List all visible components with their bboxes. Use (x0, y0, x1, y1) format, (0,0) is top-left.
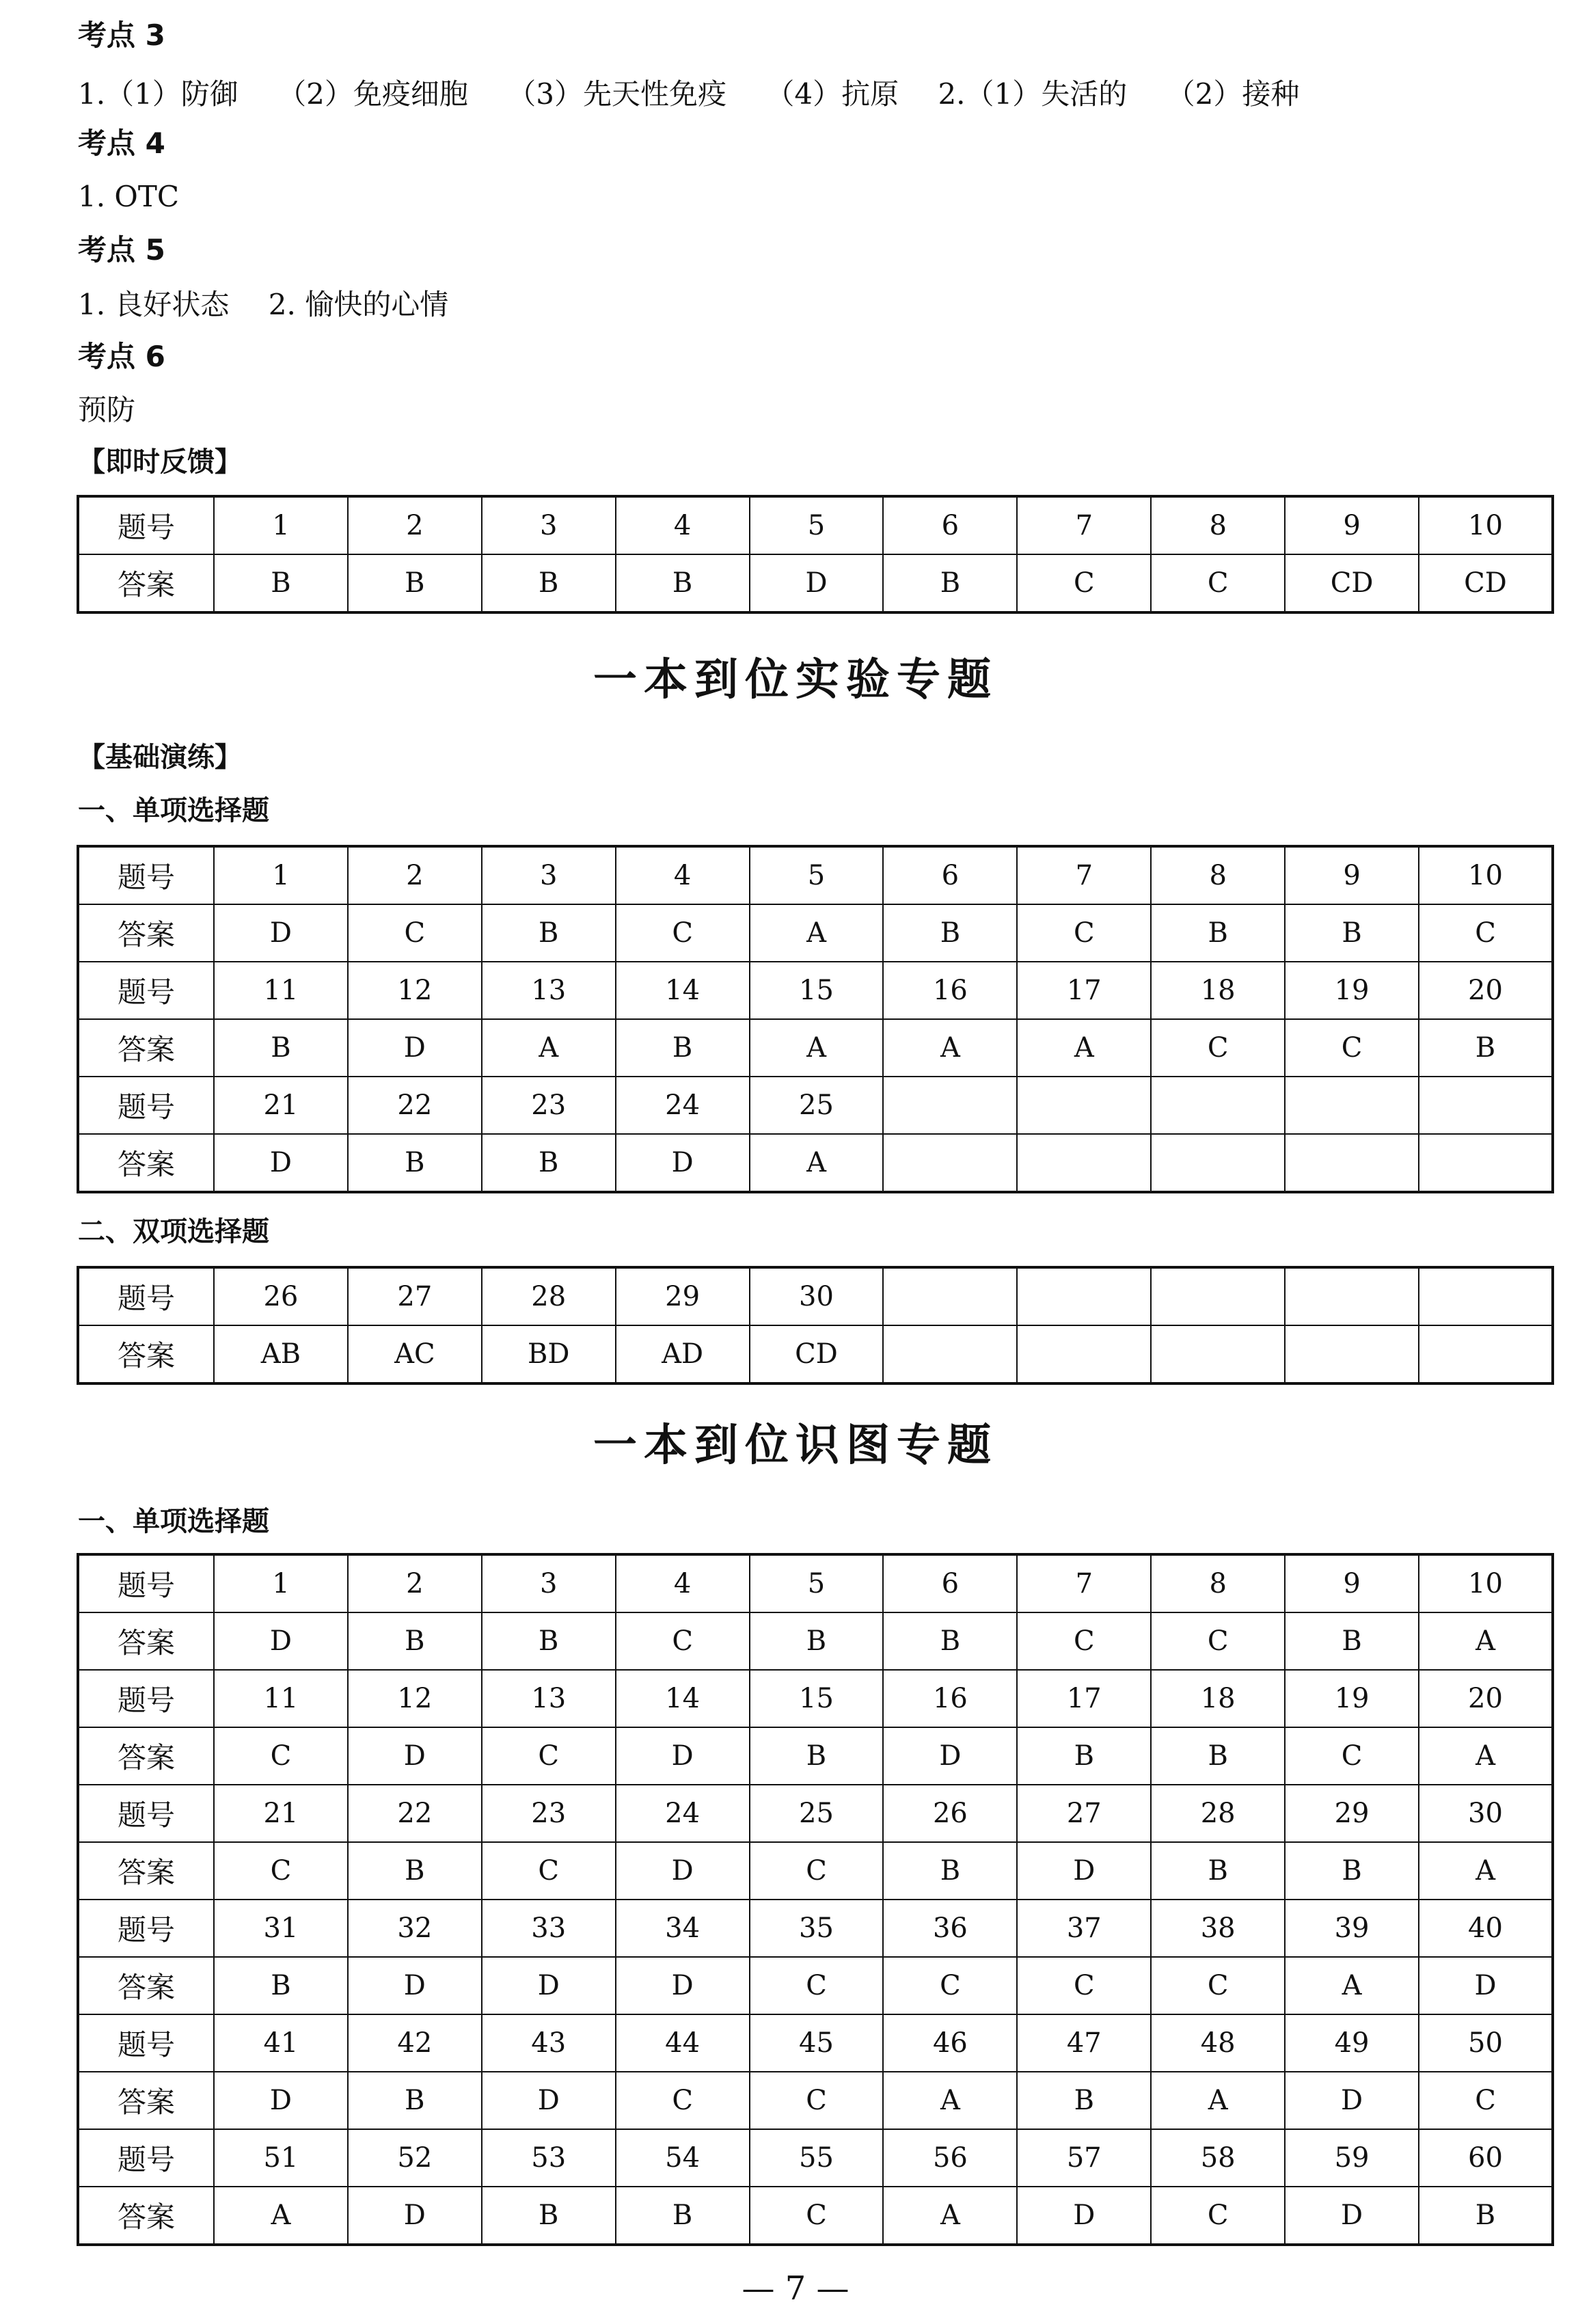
answer-cell: D (482, 1957, 616, 2014)
question-number-cell: 14 (616, 1670, 750, 1727)
answer-cell: B (1151, 1727, 1285, 1785)
question-number-cell: 4 (616, 846, 750, 904)
question-number-cell: 9 (1285, 846, 1419, 904)
question-number-cell: 7 (1017, 496, 1151, 554)
row-label-cell: 答案 (78, 1019, 214, 1077)
answer-cell (1151, 1325, 1285, 1383)
question-number-cell (883, 1267, 1017, 1325)
question-number-cell: 40 (1419, 1900, 1553, 1957)
answer-cell: B (348, 1612, 482, 1670)
answer-cell: D (1419, 1957, 1553, 2014)
answer-cell: C (1151, 554, 1285, 612)
experiment-section-title: 一本到位实验专题 (593, 655, 998, 705)
question-number-cell: 21 (214, 1077, 348, 1134)
question-number-cell: 32 (348, 1900, 482, 1957)
answer-cell: C (1285, 1727, 1419, 1785)
answer-cell: C (1151, 1612, 1285, 1670)
question-number-cell: 59 (1285, 2129, 1419, 2187)
question-number-cell: 28 (1151, 1785, 1285, 1842)
question-number-cell: 9 (1285, 496, 1419, 554)
question-number-cell: 28 (482, 1267, 616, 1325)
answer-cell: B (883, 1842, 1017, 1900)
question-number-cell: 5 (750, 496, 884, 554)
row-label-cell: 题号 (78, 496, 214, 554)
answer-cell: B (348, 554, 482, 612)
question-number-cell (883, 1077, 1017, 1134)
question-number-cell: 25 (750, 1077, 884, 1134)
question-number-cell: 6 (883, 1554, 1017, 1612)
question-number-cell: 51 (214, 2129, 348, 2187)
feedback-answer-table (77, 495, 1554, 614)
question-number-cell: 5 (750, 1554, 884, 1612)
answer-cell: B (482, 904, 616, 962)
experiment-single-choice-table (77, 845, 1554, 1193)
answer-row (78, 1134, 1553, 1192)
answer-cell: D (750, 554, 884, 612)
question-number-cell: 8 (1151, 1554, 1285, 1612)
question-number-cell: 43 (482, 2014, 616, 2072)
question-number-cell (1419, 1267, 1553, 1325)
answer-cell: A (482, 1019, 616, 1077)
answer-cell: C (348, 904, 482, 962)
row-label-cell: 题号 (78, 1267, 214, 1325)
question-number-cell (1151, 1077, 1285, 1134)
answer-cell: C (1419, 904, 1553, 962)
answer-cell: C (883, 1957, 1017, 2014)
kaodian3-item: （2）免疫细胞 (277, 77, 468, 111)
question-number-cell: 3 (482, 1554, 616, 1612)
question-number-cell: 46 (883, 2014, 1017, 2072)
kaodian3-item: （3）先天性免疫 (507, 77, 726, 111)
kaodian3-answers (78, 74, 1329, 115)
kaodian5-answers (78, 284, 478, 325)
answer-cell: A (1017, 1019, 1151, 1077)
question-number-cell: 52 (348, 2129, 482, 2187)
question-number-cell: 60 (1419, 2129, 1553, 2187)
experiment-double-choice-table (77, 1266, 1554, 1385)
answer-cell: AB (214, 1325, 348, 1383)
question-number-cell (1151, 1267, 1285, 1325)
question-number-row (78, 1900, 1553, 1957)
answer-cell: BD (482, 1325, 616, 1383)
answer-cell: D (214, 904, 348, 962)
question-number-cell: 10 (1419, 846, 1553, 904)
question-number-cell: 17 (1017, 1670, 1151, 1727)
answer-cell: B (1285, 1612, 1419, 1670)
answer-cell: C (482, 1842, 616, 1900)
answer-cell: A (1285, 1957, 1419, 2014)
answer-cell: C (1017, 904, 1151, 962)
row-label-cell: 题号 (78, 962, 214, 1019)
question-number-cell: 29 (1285, 1785, 1419, 1842)
answer-cell: C (1017, 554, 1151, 612)
answer-cell: B (616, 554, 750, 612)
row-label-cell: 题号 (78, 1785, 214, 1842)
answer-cell: B (1419, 1019, 1553, 1077)
question-number-cell: 56 (883, 2129, 1017, 2187)
kaodian3-item: （2）接种 (1166, 77, 1300, 111)
row-label-cell: 答案 (78, 2187, 214, 2245)
answer-cell: A (883, 2072, 1017, 2129)
question-number-cell: 18 (1151, 1670, 1285, 1727)
answer-row (78, 904, 1553, 962)
experiment-double-choice-label: 二、双项选择题 (78, 1216, 269, 1247)
answer-cell: D (616, 1134, 750, 1192)
question-number-cell: 42 (348, 2014, 482, 2072)
question-number-cell: 2 (348, 846, 482, 904)
question-number-cell: 54 (616, 2129, 750, 2187)
answer-row (78, 1957, 1553, 2014)
answer-cell (1419, 1325, 1553, 1383)
question-number-cell: 6 (883, 846, 1017, 904)
kaodian5-heading: 考点 5 (78, 233, 165, 267)
question-number-cell: 3 (482, 846, 616, 904)
row-label-cell: 答案 (78, 2072, 214, 2129)
answer-cell: CD (1419, 554, 1553, 612)
answer-cell: C (1151, 1957, 1285, 2014)
row-label-cell: 答案 (78, 1134, 214, 1192)
question-number-cell (1017, 1077, 1151, 1134)
answer-cell: A (1151, 2072, 1285, 2129)
answer-cell: B (883, 1612, 1017, 1670)
question-number-cell: 22 (348, 1077, 482, 1134)
question-number-cell (1285, 1077, 1419, 1134)
question-number-cell: 55 (750, 2129, 884, 2187)
row-label-cell: 答案 (78, 1842, 214, 1900)
question-number-cell: 37 (1017, 1900, 1151, 1957)
question-number-row (78, 1077, 1553, 1134)
answer-cell: D (348, 2187, 482, 2245)
question-number-cell: 45 (750, 2014, 884, 2072)
question-number-cell: 8 (1151, 846, 1285, 904)
answer-cell: A (750, 904, 884, 962)
answer-cell: B (214, 1957, 348, 2014)
kaodian4-answer: 1. OTC (78, 180, 180, 213)
row-label-cell: 答案 (78, 904, 214, 962)
answer-cell: D (616, 1842, 750, 1900)
question-number-cell: 5 (750, 846, 884, 904)
question-number-row (78, 496, 1553, 554)
question-number-cell: 36 (883, 1900, 1017, 1957)
question-number-cell: 30 (750, 1267, 884, 1325)
answer-cell (1017, 1134, 1151, 1192)
question-number-cell: 41 (214, 2014, 348, 2072)
question-number-cell: 33 (482, 1900, 616, 1957)
answer-cell: B (1285, 1842, 1419, 1900)
question-number-cell: 24 (616, 1785, 750, 1842)
answer-cell: A (1419, 1612, 1553, 1670)
row-label-cell: 题号 (78, 1670, 214, 1727)
row-label-cell: 题号 (78, 2129, 214, 2187)
feedback-heading: 【即时反馈】 (78, 446, 242, 478)
answer-cell: B (482, 1612, 616, 1670)
answer-cell (883, 1134, 1017, 1192)
answer-cell: C (1151, 2187, 1285, 2245)
question-number-cell: 10 (1419, 496, 1553, 554)
answer-cell: B (1285, 904, 1419, 962)
answer-cell: B (348, 1134, 482, 1192)
question-number-row (78, 1670, 1553, 1727)
answer-cell (1017, 1325, 1151, 1383)
answer-cell: D (616, 1957, 750, 2014)
kaodian4-heading: 考点 4 (78, 126, 165, 160)
row-label-cell: 答案 (78, 1957, 214, 2014)
question-number-cell: 4 (616, 1554, 750, 1612)
question-number-cell: 20 (1419, 962, 1553, 1019)
question-number-cell: 12 (348, 962, 482, 1019)
answer-row (78, 1019, 1553, 1077)
answer-cell: C (1285, 1019, 1419, 1077)
question-number-cell (1285, 1267, 1419, 1325)
answer-cell (1285, 1325, 1419, 1383)
answer-cell: C (616, 1612, 750, 1670)
question-number-cell: 47 (1017, 2014, 1151, 2072)
experiment-single-choice-label: 一、单项选择题 (78, 795, 269, 826)
page-number: — 7 — (742, 2269, 849, 2308)
answer-cell: C (750, 1842, 884, 1900)
answer-cell: C (214, 1727, 348, 1785)
question-number-cell: 24 (616, 1077, 750, 1134)
question-number-cell: 19 (1285, 962, 1419, 1019)
kaodian3-item: 1.（1）防御 (78, 77, 239, 111)
answer-cell: D (348, 1019, 482, 1077)
question-number-cell: 8 (1151, 496, 1285, 554)
answer-cell: B (616, 2187, 750, 2245)
question-number-row (78, 2129, 1553, 2187)
answer-row (78, 1842, 1553, 1900)
answer-cell: B (214, 1019, 348, 1077)
answer-cell: B (1017, 2072, 1151, 2129)
question-number-cell: 18 (1151, 962, 1285, 1019)
kaodian3-item: （4）抗原 (765, 77, 899, 111)
answer-cell: A (883, 1019, 1017, 1077)
answer-cell (883, 1325, 1017, 1383)
question-number-cell: 15 (750, 962, 884, 1019)
question-number-cell: 21 (214, 1785, 348, 1842)
answer-cell: C (1017, 1957, 1151, 2014)
diagram-section-title: 一本到位识图专题 (593, 1420, 998, 1471)
question-number-cell: 26 (883, 1785, 1017, 1842)
question-number-cell: 10 (1419, 1554, 1553, 1612)
kaodian5-item: 2. 愉快的心情 (268, 288, 449, 321)
question-number-cell (1419, 1077, 1553, 1134)
row-label-cell: 题号 (78, 2014, 214, 2072)
row-label-cell: 题号 (78, 1900, 214, 1957)
question-number-cell: 38 (1151, 1900, 1285, 1957)
answer-cell: D (214, 1134, 348, 1192)
answer-cell: D (616, 1727, 750, 1785)
answer-cell: D (482, 2072, 616, 2129)
answer-cell: B (750, 1727, 884, 1785)
question-number-cell: 14 (616, 962, 750, 1019)
question-number-cell: 57 (1017, 2129, 1151, 2187)
question-number-cell: 48 (1151, 2014, 1285, 2072)
question-number-cell: 34 (616, 1900, 750, 1957)
answer-cell: A (750, 1019, 884, 1077)
answer-cell: B (348, 2072, 482, 2129)
answer-cell: C (750, 1957, 884, 2014)
answer-cell: D (1017, 2187, 1151, 2245)
row-label-cell: 题号 (78, 1077, 214, 1134)
kaodian5-item: 1. 良好状态 (78, 288, 230, 321)
question-number-cell: 19 (1285, 1670, 1419, 1727)
question-number-cell: 6 (883, 496, 1017, 554)
answer-row (78, 1612, 1553, 1670)
answer-cell: CD (750, 1325, 884, 1383)
answer-cell: D (1285, 2072, 1419, 2129)
answer-cell: D (214, 2072, 348, 2129)
answer-cell: C (750, 2072, 884, 2129)
answer-cell (1151, 1134, 1285, 1192)
question-number-row (78, 962, 1553, 1019)
question-number-cell: 12 (348, 1670, 482, 1727)
answer-cell: A (214, 2187, 348, 2245)
question-number-cell: 35 (750, 1900, 884, 1957)
answer-cell: B (482, 1134, 616, 1192)
answer-cell: D (883, 1727, 1017, 1785)
question-number-row (78, 846, 1553, 904)
kaodian6-heading: 考点 6 (78, 340, 165, 373)
question-number-cell: 20 (1419, 1670, 1553, 1727)
answer-cell: A (1419, 1727, 1553, 1785)
question-number-row (78, 2014, 1553, 2072)
question-number-cell: 3 (482, 496, 616, 554)
question-number-cell: 23 (482, 1785, 616, 1842)
question-number-cell: 16 (883, 1670, 1017, 1727)
answer-cell: C (616, 2072, 750, 2129)
question-number-cell: 11 (214, 962, 348, 1019)
answer-cell: D (1017, 1842, 1151, 1900)
answer-cell: C (482, 1727, 616, 1785)
row-label-cell: 答案 (78, 554, 214, 612)
question-number-cell: 49 (1285, 2014, 1419, 2072)
answer-cell (1285, 1134, 1419, 1192)
kaodian6-answer: 预防 (78, 393, 136, 427)
question-number-row (78, 1785, 1553, 1842)
answer-cell: AD (616, 1325, 750, 1383)
diagram-single-choice-table (77, 1553, 1554, 2246)
answer-cell: A (750, 1134, 884, 1192)
answer-cell: A (1419, 1842, 1553, 1900)
answer-cell: C (1151, 1019, 1285, 1077)
answer-cell: B (482, 2187, 616, 2245)
question-number-cell: 2 (348, 1554, 482, 1612)
answer-cell: D (1285, 2187, 1419, 2245)
question-number-cell: 7 (1017, 846, 1151, 904)
question-number-cell: 9 (1285, 1554, 1419, 1612)
answer-cell: B (616, 1019, 750, 1077)
question-number-cell: 50 (1419, 2014, 1553, 2072)
question-number-cell: 23 (482, 1077, 616, 1134)
answer-cell: C (1017, 1612, 1151, 1670)
answer-cell: B (1151, 904, 1285, 962)
question-number-row (78, 1267, 1553, 1325)
practice-heading: 【基础演练】 (78, 742, 242, 773)
answer-cell: D (214, 1612, 348, 1670)
answer-cell (1419, 1134, 1553, 1192)
diagram-single-choice-label: 一、单项选择题 (78, 1506, 269, 1537)
answer-cell: AC (348, 1325, 482, 1383)
question-number-cell (1017, 1267, 1151, 1325)
row-label-cell: 答案 (78, 1612, 214, 1670)
answer-cell: CD (1285, 554, 1419, 612)
answer-cell: B (1151, 1842, 1285, 1900)
answer-cell: B (883, 904, 1017, 962)
question-number-cell: 27 (1017, 1785, 1151, 1842)
answer-row (78, 554, 1553, 612)
answer-row (78, 2187, 1553, 2245)
answer-cell: C (214, 1842, 348, 1900)
question-number-cell: 11 (214, 1670, 348, 1727)
question-number-cell: 39 (1285, 1900, 1419, 1957)
answer-row (78, 2072, 1553, 2129)
answer-cell: B (750, 1612, 884, 1670)
question-number-cell: 27 (348, 1267, 482, 1325)
question-number-cell: 13 (482, 1670, 616, 1727)
question-number-cell: 29 (616, 1267, 750, 1325)
answer-cell: C (1419, 2072, 1553, 2129)
row-label-cell: 题号 (78, 846, 214, 904)
answer-cell: C (750, 2187, 884, 2245)
answer-cell: D (348, 1727, 482, 1785)
question-number-cell: 4 (616, 496, 750, 554)
question-number-cell: 7 (1017, 1554, 1151, 1612)
question-number-cell: 1 (214, 496, 348, 554)
kaodian3-item: 2.（1）失活的 (938, 77, 1128, 111)
row-label-cell: 题号 (78, 1554, 214, 1612)
answer-cell: B (482, 554, 616, 612)
question-number-cell: 22 (348, 1785, 482, 1842)
question-number-cell: 1 (214, 1554, 348, 1612)
question-number-cell: 58 (1151, 2129, 1285, 2187)
question-number-cell: 26 (214, 1267, 348, 1325)
question-number-cell: 30 (1419, 1785, 1553, 1842)
answer-cell: B (348, 1842, 482, 1900)
question-number-cell: 16 (883, 962, 1017, 1019)
row-label-cell: 答案 (78, 1727, 214, 1785)
answer-cell: C (616, 904, 750, 962)
question-number-cell: 13 (482, 962, 616, 1019)
question-number-cell: 15 (750, 1670, 884, 1727)
kaodian3-heading: 考点 3 (78, 18, 165, 52)
question-number-cell: 31 (214, 1900, 348, 1957)
question-number-cell: 25 (750, 1785, 884, 1842)
answer-cell: B (1419, 2187, 1553, 2245)
question-number-cell: 44 (616, 2014, 750, 2072)
answer-cell: B (1017, 1727, 1151, 1785)
row-label-cell: 答案 (78, 1325, 214, 1383)
answer-cell: B (883, 554, 1017, 612)
question-number-cell: 17 (1017, 962, 1151, 1019)
answer-cell: D (348, 1957, 482, 2014)
question-number-cell: 2 (348, 496, 482, 554)
question-number-cell: 1 (214, 846, 348, 904)
answer-row (78, 1727, 1553, 1785)
answer-cell: B (214, 554, 348, 612)
question-number-row (78, 1554, 1553, 1612)
question-number-cell: 53 (482, 2129, 616, 2187)
answer-cell: A (883, 2187, 1017, 2245)
answer-row (78, 1325, 1553, 1383)
